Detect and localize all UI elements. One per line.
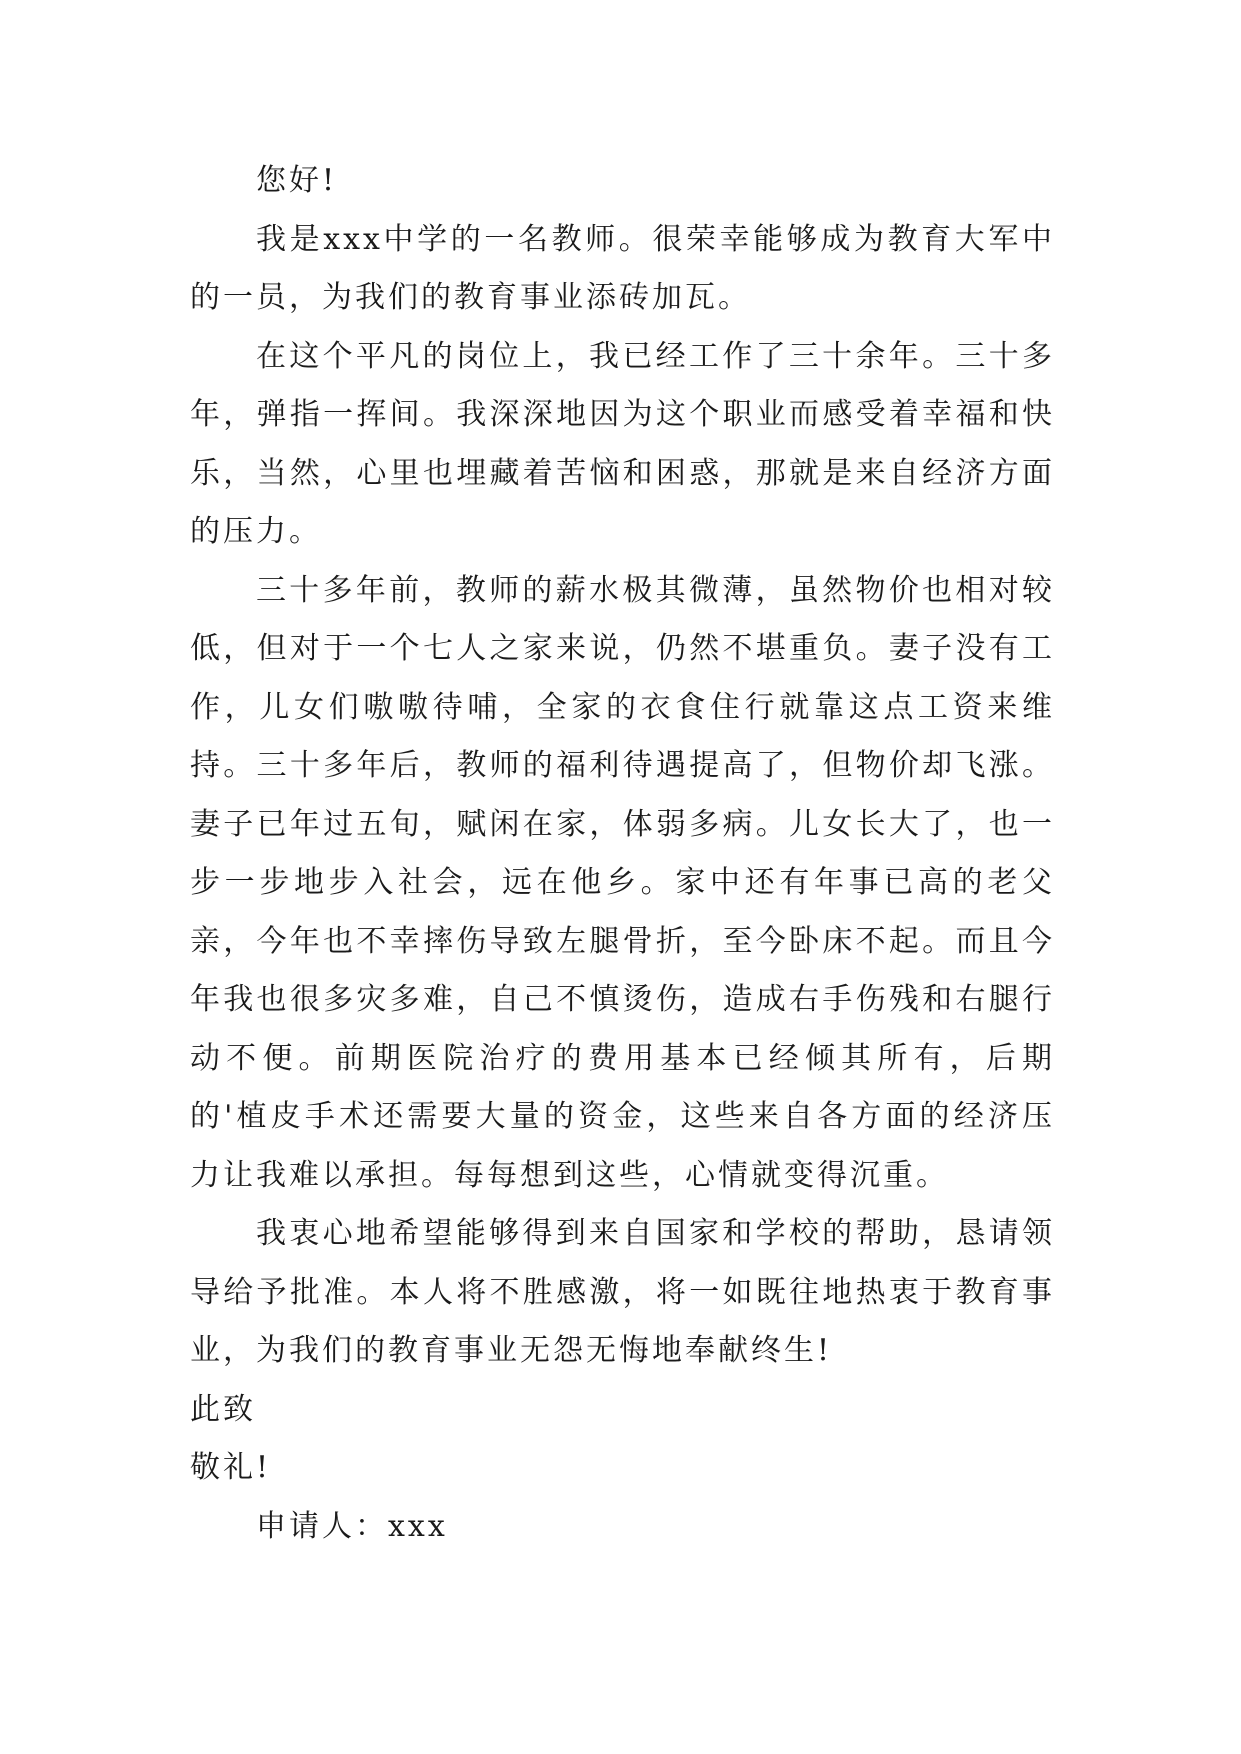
paragraph-request: 我衷心地希望能够得到来自国家和学校的帮助，恳请领导给予批准。本人将不胜感激，将一如既往地热衷于教育事业，为我们的教育事业无怨无悔地奉献终生! xyxy=(190,1216,1055,1368)
paragraph-introduction: 我是xxx中学的一名教师。很荣幸能够成为教育大军中的一员，为我们的教育事业添砖加瓦。 xyxy=(190,221,1055,315)
signature: 申请人：xxx xyxy=(256,1508,448,1544)
closing-salutation: 此致 xyxy=(190,1391,256,1427)
paragraph-hardship: 三十多年前，教师的薪水极其微薄，虽然物价也相对较低，但对于一个七人之家来说，仍然不堪重负。妻子没有工作，儿女们嗷嗷待哺，全家的衣食住行就靠这点工资来维持。三十多年后，教师的福利待遇提高了，但物价却飞涨。妻子已年过五旬，赋闲在家，体弱多病。儿女长大了，也一步一步地步入社会，远在他乡。家中还有年事已高的老父亲，今年也不幸摔伤导致左腿骨折，至今卧床不起。而且今年我也很多灾多难，自己不慎烫伤，造成右手伤残和右腿行动不便。前期医院治疗的费用基本已经倾其所有，后期的'植皮手术还需要大量的资金，这些来自各方面的经济压力让我难以承担。每每想到这些，心情就变得沉重。 xyxy=(190,572,1055,1193)
letter-body xyxy=(190,152,1055,1556)
closing-regards: 敬礼! xyxy=(190,1450,272,1485)
greeting: 您好! xyxy=(256,163,338,198)
paragraph-career: 在这个平凡的岗位上，我已经工作了三十余年。三十多年，弹指一挥间。我深深地因为这个职业而感受着幸福和快乐，当然，心里也埋藏着苦恼和困惑，那就是来自经济方面的压力。 xyxy=(190,338,1055,549)
